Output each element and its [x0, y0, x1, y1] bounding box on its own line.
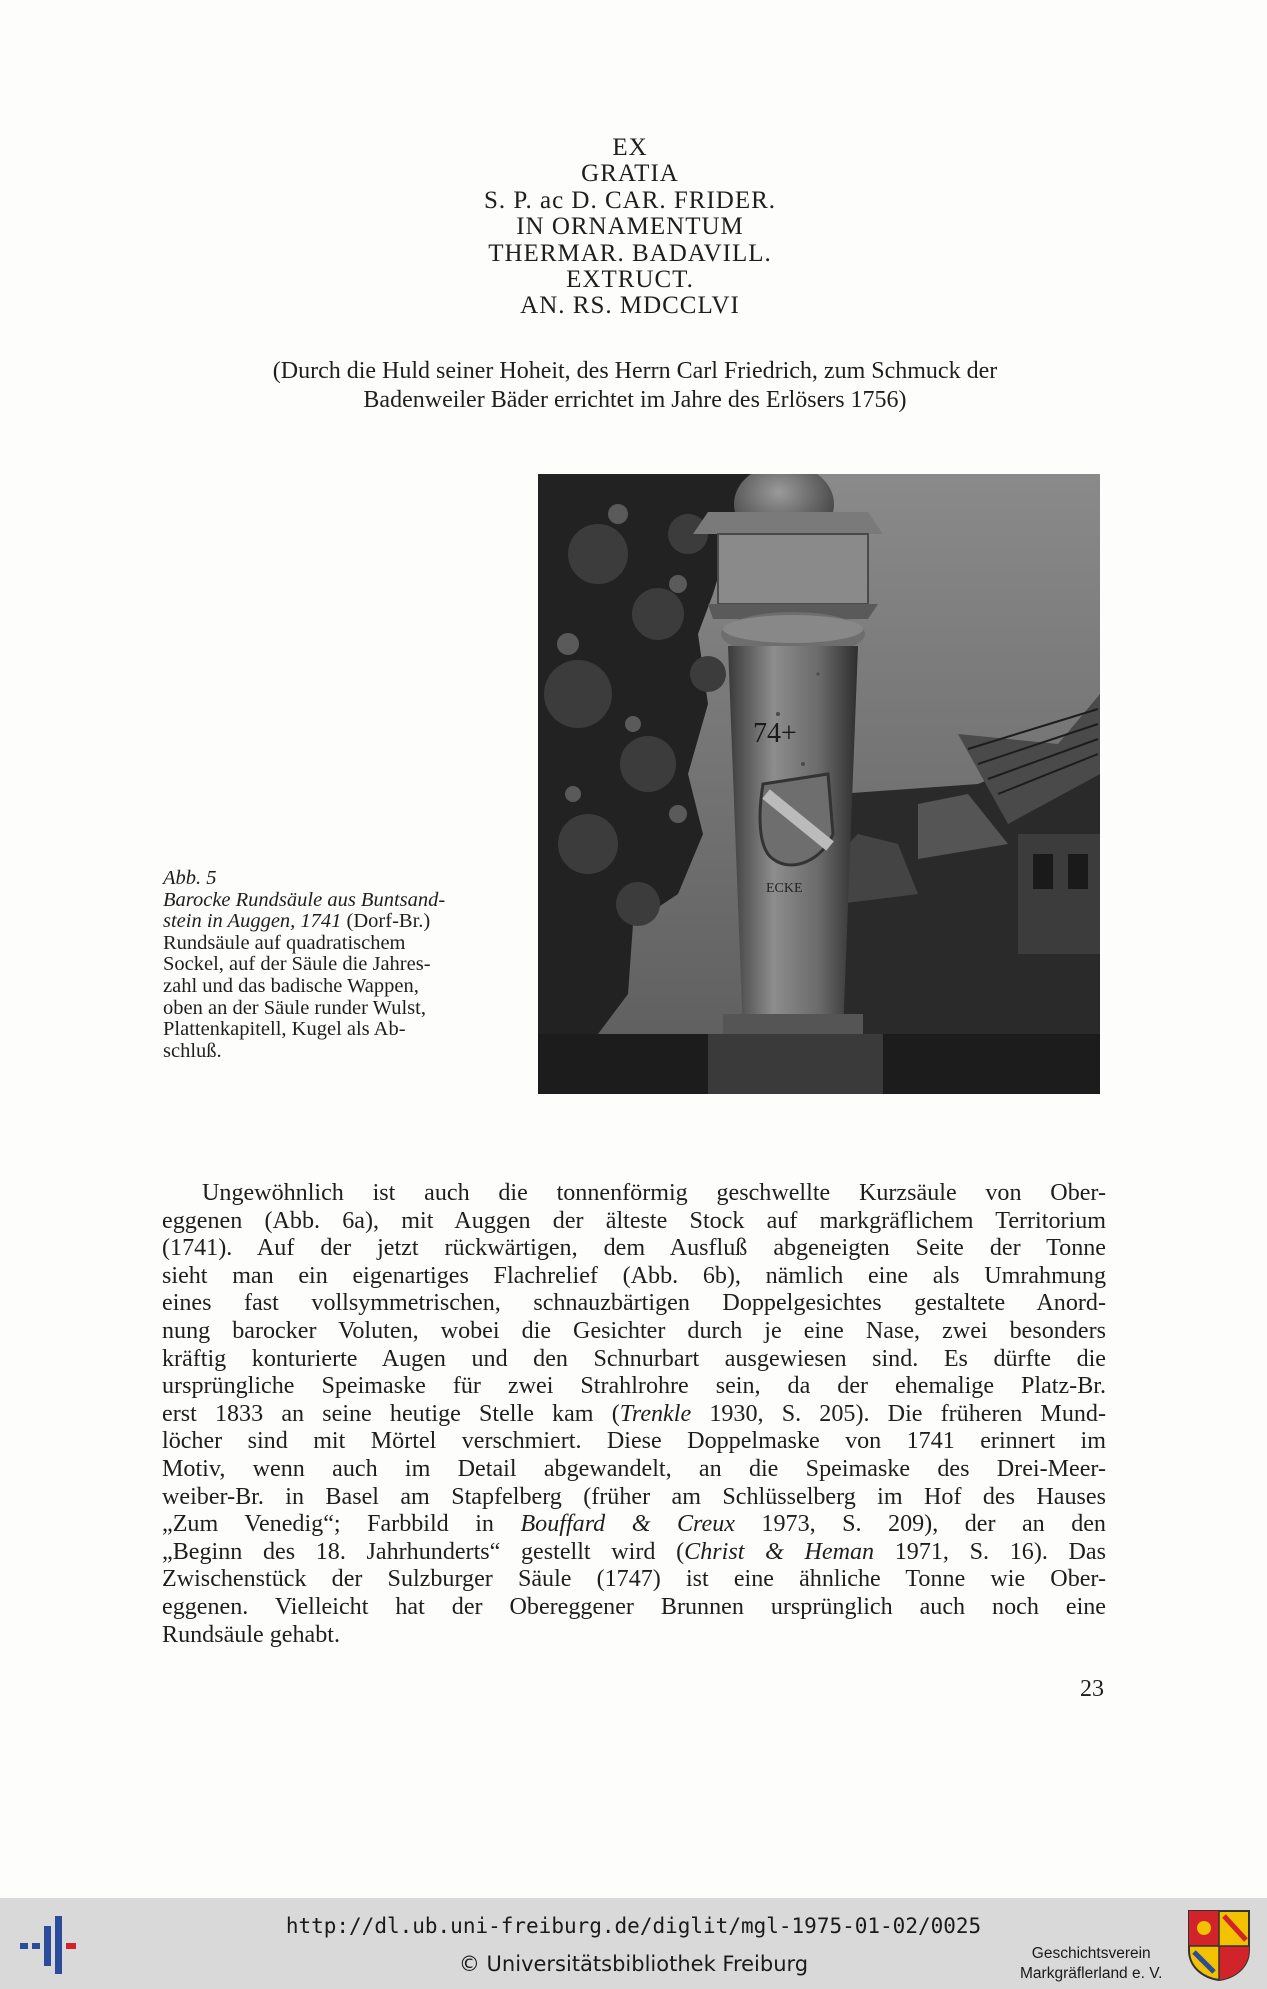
body-line: „Beginn des 18. Jahrhunderts“ gestellt wird (Christ & Heman 1971, S. 16). Das: [162, 1538, 1107, 1565]
body-line: löcher sind mit Mörtel verschmiert. Diese Doppelmaske von 1741 erinnert im: [162, 1428, 1106, 1455]
body-line: (1741). Auf der jetzt rückwärtigen, dem Ausfluß abgeneigten Seite der Tonne: [162, 1235, 1106, 1262]
caption-title-line: Barocke Rundsäule aus Buntsand-: [163, 888, 446, 911]
body-line: Ungewöhnlich ist auch die tonnenförmig geschwellte Kurzsäule von Ober-: [202, 1180, 1106, 1206]
page-number: 23: [1080, 1676, 1104, 1702]
body-line: eines fast vollsymmetrischen, schnauzbärtigen Doppelgesichtes gestaltete Anord-: [162, 1290, 1106, 1317]
body-paragraph: [162, 1180, 1106, 1649]
body-line: Zwischenstück der Sulzburger Säule (1747) ist eine ähnliche Tonne wie Ober-: [162, 1566, 1106, 1593]
citation-author: Bouffard & Creux: [520, 1511, 735, 1538]
document-url-link[interactable]: http://dl.ub.uni-freiburg.de/diglit/mgl-1975-01-02/0025: [285, 1914, 982, 1938]
column-date-inscription: 74+: [753, 718, 797, 749]
translation-line: Badenweiler Bäder errichtet im Jahre des Erlösers 1756): [363, 387, 907, 413]
body-line: erst 1833 an seine heutige Stelle kam (Trenkle 1930, S. 205). Die früheren Mund-: [162, 1400, 1106, 1427]
body-line: eggenen (Abb. 6a), mit Auggen der älteste Stock auf markgräflichem Territorium: [162, 1207, 1106, 1234]
citation-author: Christ & Heman: [684, 1538, 875, 1565]
society-name: Geschichtsverein Markgräflerland e. V.: [1020, 1945, 1163, 1982]
inscription-translation: [160, 357, 1110, 415]
latin-inscription: [400, 135, 860, 320]
inscription-line: EXTRUCT.: [566, 266, 694, 294]
copyright-notice: © Universitätsbibliothek Freiburg: [458, 1952, 809, 1976]
column-base-inscription: ECKE: [766, 881, 803, 896]
citation-author: Trenkle: [619, 1400, 692, 1427]
caption-line: Sockel, auf der Säule die Jahres-: [163, 953, 431, 976]
column-photo-illustration: [538, 474, 1100, 1094]
body-line: weiber-Br. in Basel am Stapfelberg (früher am Schlüsselberg im Hof des Hauses: [162, 1483, 1106, 1510]
figure-photo-column: [538, 474, 1100, 1094]
footer-bar: [0, 1898, 1267, 1989]
body-line: sieht man ein eigenartiges Flachrelief (Abb. 6b), nämlich eine als Umrahmung: [162, 1262, 1106, 1289]
inscription-line: S. P. ac D. CAR. FRIDER.: [483, 186, 777, 214]
body-line: ursprüngliche Speimaske für zwei Strahlrohre sein, da der ehemalige Platz-Br.: [162, 1373, 1106, 1400]
body-line: eggenen. Vielleicht hat der Obereggener Brunnen ursprünglich auch noch eine: [162, 1593, 1106, 1620]
body-line: „Zum Venedig“; Farbbild in Bouffard & Creux 1973, S. 209), der an den: [162, 1511, 1106, 1538]
caption-title-line: stein in Auggen, 1741 (Dorf-Br.): [163, 910, 431, 933]
caption-line: zahl und das badische Wappen,: [163, 974, 419, 997]
inscription-line: GRATIA: [581, 160, 679, 188]
body-line: Rundsäule gehabt.: [162, 1621, 340, 1648]
caption-line: Plattenkapitell, Kugel als Ab-: [163, 1018, 406, 1041]
figure-caption: [163, 868, 508, 1062]
inscription-line: IN ORNAMENTUM: [516, 213, 744, 241]
inscription-line: THERMAR. BADAVILL.: [488, 239, 772, 267]
inscription-line: AN. RS. MDCCLVI: [520, 292, 740, 320]
society-crest-icon[interactable]: [1186, 1908, 1252, 1986]
body-line: kräftig konturierte Augen und den Schnurbart ausgewiesen sind. Es dürfte die: [162, 1345, 1106, 1372]
body-line: Motiv, wenn auch im Detail abgewandelt, an die Speimaske des Drei-Meer-: [162, 1455, 1106, 1482]
caption-line: Rundsäule auf quadratischem: [163, 931, 406, 954]
caption-line: schluß.: [163, 1039, 222, 1062]
caption-line: oben an der Säule runder Wulst,: [163, 996, 426, 1019]
inscription-line: EX: [612, 134, 648, 161]
body-line: nung barocker Voluten, wobei die Gesichter durch je eine Nase, zwei besonders: [162, 1317, 1106, 1344]
caption-label: Abb. 5: [163, 867, 217, 889]
translation-line: (Durch die Huld seiner Hoheit, des Herrn Carl Friedrich, zum Schmuck der: [272, 358, 998, 384]
